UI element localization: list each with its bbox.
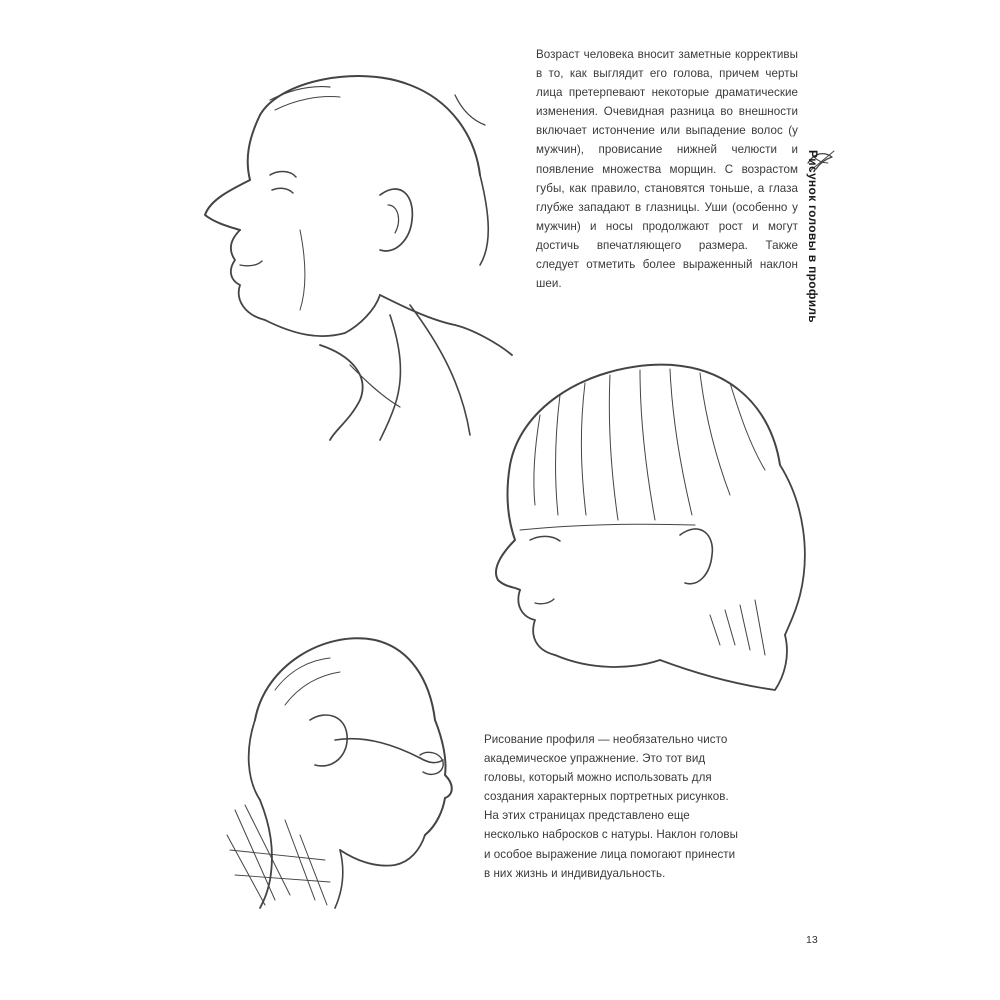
outro-paragraph: Рисование профиля — необязательно чисто академическое упражнение. Это тот вид головы, который можно использовать для создания характерных портретных рисунков. На этих страницах представлено еще несколько набросков с натуры. Наклон головы и особое выражение лица помогают принести в них жизнь и индивидуальность. [484, 733, 739, 880]
intro-paragraph: Возраст человека вносит заметные коррективы в то, как выглядит его голова, причем черты лица претерпевают некоторые драматические изменения. Очевидная разница во внешности включает истончение или выпадение волос (у мужчин), провисание нижней челюсти и появление множества морщин. С возрастом губы, как правило, становятся тоньше, а глаза глубже западают в глазницы. Уши (особенно у мужчин) и носы продолжают рост и могут достичь впечатляющего размера. Также следует отметить более выраженный наклон шеи. [536, 48, 798, 291]
page-number: 13 [806, 934, 818, 946]
sketch-man-with-glasses-profile [215, 610, 480, 910]
section-side-title: Рисунок головы в профиль [806, 150, 820, 323]
sketch-elderly-man-profile [200, 55, 520, 445]
sketch-young-person-profile [480, 355, 810, 710]
